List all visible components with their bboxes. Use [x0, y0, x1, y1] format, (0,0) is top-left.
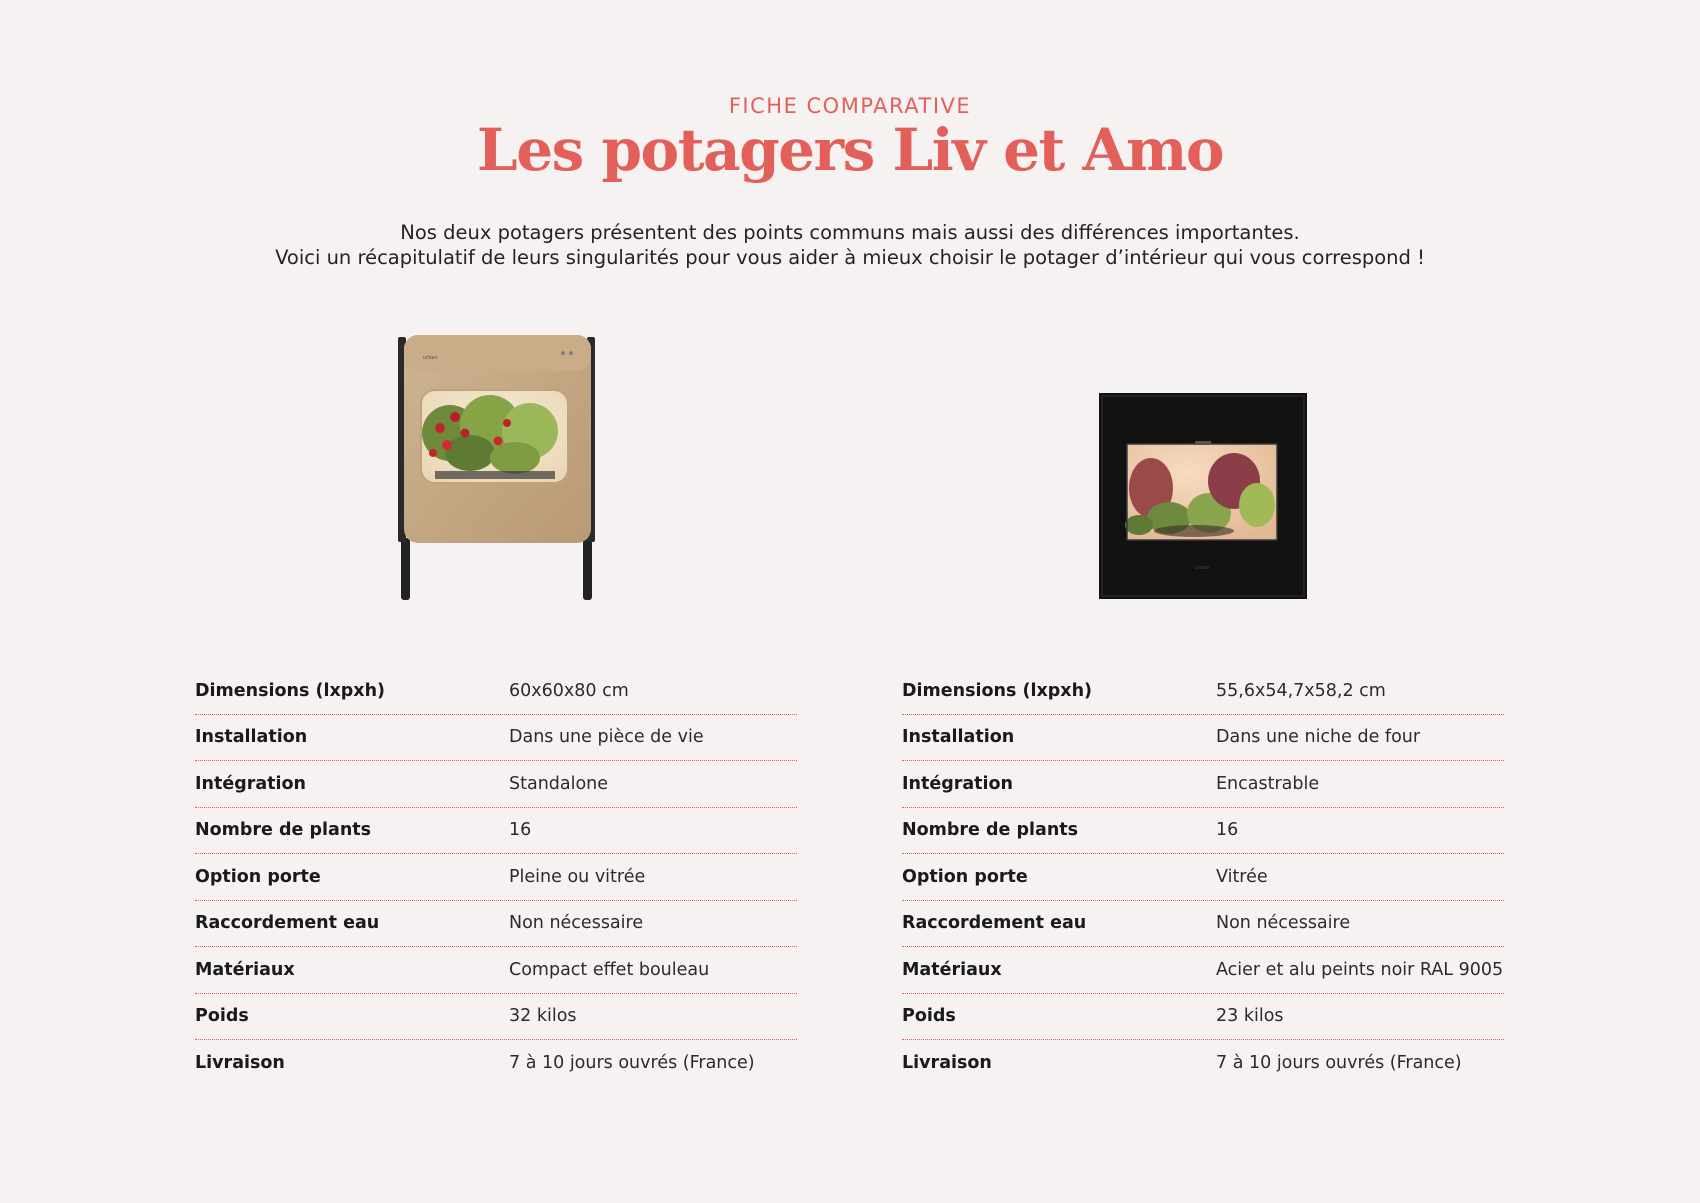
spec-row-weight: [902, 994, 1504, 1041]
page-title: Les potagers Liv et Amo: [476, 116, 1224, 184]
spec-row-door-option: [195, 854, 797, 901]
spec-label: Intégration: [902, 773, 1014, 794]
spec-label: Dimensions (lxpxh): [195, 680, 386, 701]
spec-label: Nombre de plants: [902, 820, 1079, 841]
spec-value: 32 kilos: [509, 1006, 577, 1027]
spec-value: 60x60x80 cm: [509, 680, 629, 701]
spec-label: Raccordement eau: [195, 913, 380, 934]
spec-label: Installation: [195, 727, 308, 748]
spec-label: Option porte: [902, 866, 1028, 887]
spec-row-dimensions: [195, 668, 797, 715]
spec-label: Livraison: [902, 1053, 992, 1074]
spec-row-delivery: [195, 1040, 797, 1087]
spec-row-installation: [195, 715, 797, 762]
spec-value: 16: [509, 820, 532, 841]
spec-value: 7 à 10 jours ouvrés (France): [1216, 1053, 1462, 1074]
spec-row-dimensions: [902, 668, 1504, 715]
spec-value: 23 kilos: [1216, 1006, 1284, 1027]
liv-spec-table: [195, 668, 797, 1087]
eyebrow-label: FICHE COMPARATIVE: [728, 94, 972, 118]
intro-line-2: Voici un récapitulatif de leurs singularités pour vous aider à mieux choisir le potager d’intérieur qui vous correspond !: [275, 246, 1425, 269]
spec-row-integration: [902, 761, 1504, 808]
svg-text:urban: urban: [423, 355, 438, 361]
svg-text:urban: urban: [1195, 565, 1210, 571]
spec-label: Livraison: [195, 1053, 285, 1074]
spec-row-plants: [195, 808, 797, 855]
spec-label: Option porte: [195, 866, 321, 887]
spec-value: Vitrée: [1216, 866, 1268, 887]
spec-label: Intégration: [195, 773, 307, 794]
spec-row-integration: [195, 761, 797, 808]
spec-row-materials: [902, 947, 1504, 994]
spec-row-weight: [195, 994, 797, 1041]
spec-value: 55,6x54,7x58,2 cm: [1216, 680, 1386, 701]
spec-label: Matériaux: [902, 959, 1002, 980]
spec-value: Non nécessaire: [509, 913, 644, 934]
spec-label: Dimensions (lxpxh): [902, 680, 1093, 701]
spec-label: Matériaux: [195, 959, 295, 980]
spec-row-materials: [195, 947, 797, 994]
spec-value: Dans une pièce de vie: [509, 727, 704, 748]
spec-row-water: [902, 901, 1504, 948]
spec-value: Acier et alu peints noir RAL 9005: [1216, 959, 1504, 980]
spec-row-water: [195, 901, 797, 948]
intro-text: [0, 220, 1700, 270]
spec-label: Poids: [902, 1006, 956, 1027]
wooden-garden-cabinet-icon: [395, 333, 600, 601]
spec-label: Raccordement eau: [902, 913, 1087, 934]
spec-value: Encastrable: [1216, 773, 1320, 794]
amo-spec-table: [902, 668, 1504, 1087]
spec-row-installation: [902, 715, 1504, 762]
spec-value: Non nécessaire: [1216, 913, 1351, 934]
spec-label: Poids: [195, 1006, 249, 1027]
spec-value: Pleine ou vitrée: [509, 866, 646, 887]
black-built-in-garden-icon: [1099, 393, 1307, 599]
spec-row-door-option: [902, 854, 1504, 901]
spec-row-plants: [902, 808, 1504, 855]
spec-value: Dans une niche de four: [1216, 727, 1421, 748]
spec-value: Standalone: [509, 773, 609, 794]
spec-label: Nombre de plants: [195, 820, 372, 841]
intro-line-1: Nos deux potagers présentent des points communs mais aussi des différences importantes.: [400, 221, 1300, 244]
spec-value: 16: [1216, 820, 1239, 841]
spec-value: Compact effet bouleau: [509, 959, 710, 980]
spec-row-delivery: [902, 1040, 1504, 1087]
spec-label: Installation: [902, 727, 1015, 748]
spec-value: 7 à 10 jours ouvrés (France): [509, 1053, 755, 1074]
